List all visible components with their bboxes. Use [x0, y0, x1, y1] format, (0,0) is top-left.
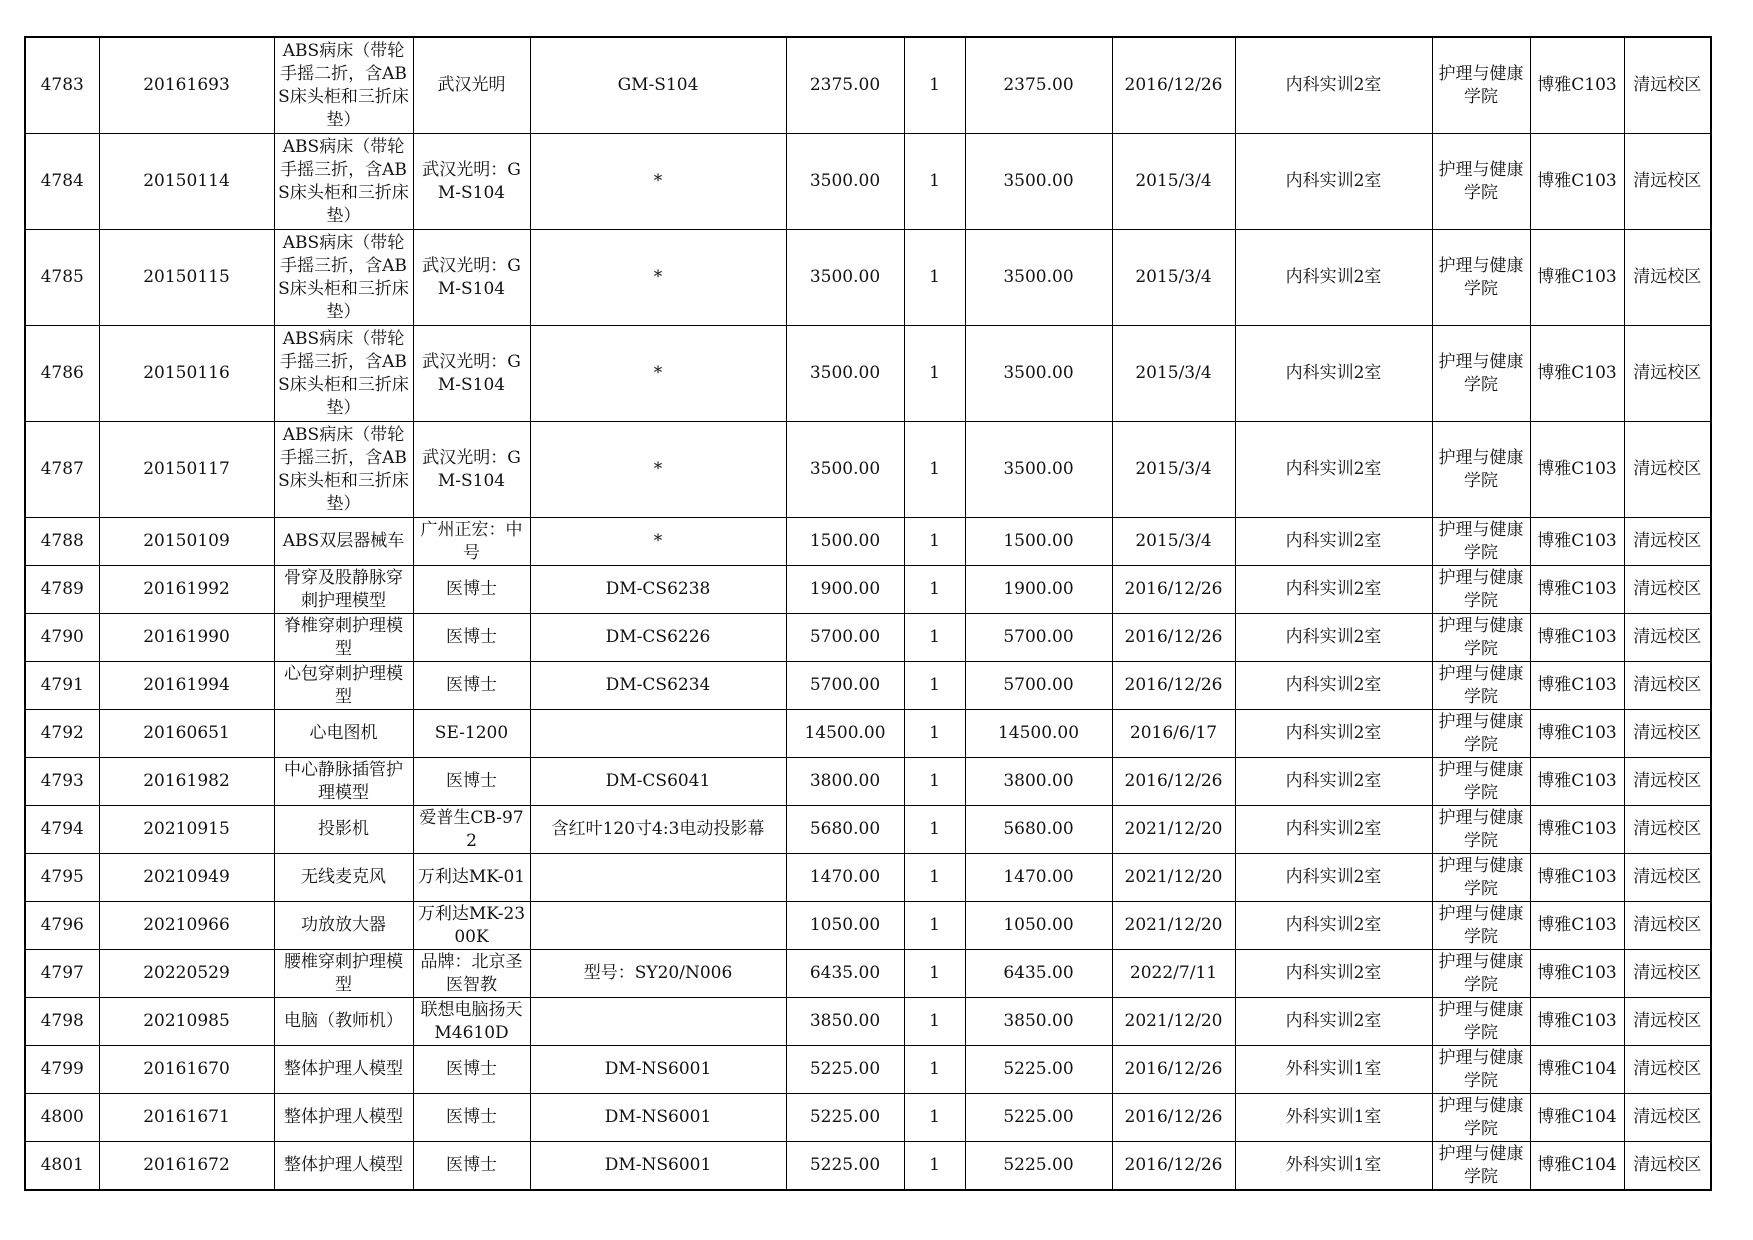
- amount-cell: 2375.00: [965, 37, 1112, 134]
- brand-model-cell: 联想电脑扬天M4610D: [413, 998, 530, 1046]
- spec-cell: [530, 998, 786, 1046]
- spec-cell: 型号：SY20/N006: [530, 950, 786, 998]
- spec-cell: DM-NS6001: [530, 1094, 786, 1142]
- spec-cell: DM-CS6234: [530, 662, 786, 710]
- brand-model-cell: 医博士: [413, 758, 530, 806]
- table-row: [25, 1046, 1711, 1094]
- location-cell: 博雅C103: [1530, 662, 1624, 710]
- table-body: [25, 37, 1711, 1190]
- department-cell: 护理与健康学院: [1432, 758, 1530, 806]
- campus-cell: 清远校区: [1624, 326, 1711, 422]
- serial-cell: 4784: [25, 134, 99, 230]
- table-row: [25, 1094, 1711, 1142]
- serial-cell: 4783: [25, 37, 99, 134]
- date-cell: 2021/12/20: [1112, 998, 1235, 1046]
- amount-cell: 3800.00: [965, 758, 1112, 806]
- amount-cell: 6435.00: [965, 950, 1112, 998]
- room-cell: 内科实训2室: [1235, 806, 1432, 854]
- name-cell: 整体护理人模型: [274, 1094, 413, 1142]
- table-row: [25, 998, 1711, 1046]
- room-cell: 内科实训2室: [1235, 518, 1432, 566]
- department-cell: 护理与健康学院: [1432, 998, 1530, 1046]
- brand-model-cell: 医博士: [413, 614, 530, 662]
- serial-cell: 4800: [25, 1094, 99, 1142]
- asset-id-cell: 20150117: [99, 422, 274, 518]
- brand-model-cell: 武汉光明：GM-S104: [413, 326, 530, 422]
- table-row: [25, 710, 1711, 758]
- table-row: [25, 854, 1711, 902]
- name-cell: 功放放大器: [274, 902, 413, 950]
- campus-cell: 清远校区: [1624, 758, 1711, 806]
- room-cell: 内科实训2室: [1235, 566, 1432, 614]
- campus-cell: 清远校区: [1624, 566, 1711, 614]
- spec-cell: DM-NS6001: [530, 1142, 786, 1191]
- unit-price-cell: 3500.00: [786, 134, 904, 230]
- campus-cell: 清远校区: [1624, 614, 1711, 662]
- date-cell: 2015/3/4: [1112, 134, 1235, 230]
- location-cell: 博雅C103: [1530, 854, 1624, 902]
- campus-cell: 清远校区: [1624, 902, 1711, 950]
- unit-price-cell: 6435.00: [786, 950, 904, 998]
- location-cell: 博雅C103: [1530, 950, 1624, 998]
- table-row: [25, 758, 1711, 806]
- spec-cell: [530, 854, 786, 902]
- unit-price-cell: 5225.00: [786, 1046, 904, 1094]
- unit-price-cell: 5225.00: [786, 1142, 904, 1191]
- unit-price-cell: 5700.00: [786, 662, 904, 710]
- campus-cell: 清远校区: [1624, 1046, 1711, 1094]
- brand-model-cell: 万利达MK-2300K: [413, 902, 530, 950]
- table-row: [25, 806, 1711, 854]
- campus-cell: 清远校区: [1624, 806, 1711, 854]
- spec-cell: GM-S104: [530, 37, 786, 134]
- serial-cell: 4787: [25, 422, 99, 518]
- department-cell: 护理与健康学院: [1432, 854, 1530, 902]
- location-cell: 博雅C103: [1530, 566, 1624, 614]
- asset-id-cell: 20161982: [99, 758, 274, 806]
- unit-price-cell: 1050.00: [786, 902, 904, 950]
- date-cell: 2015/3/4: [1112, 518, 1235, 566]
- room-cell: 内科实训2室: [1235, 326, 1432, 422]
- department-cell: 护理与健康学院: [1432, 37, 1530, 134]
- asset-id-cell: 20161672: [99, 1142, 274, 1191]
- qty-cell: 1: [904, 1142, 965, 1191]
- room-cell: 内科实训2室: [1235, 614, 1432, 662]
- spec-cell: 含红叶120寸4:3电动投影幕: [530, 806, 786, 854]
- amount-cell: 3500.00: [965, 326, 1112, 422]
- asset-id-cell: 20161990: [99, 614, 274, 662]
- unit-price-cell: 2375.00: [786, 37, 904, 134]
- serial-cell: 4793: [25, 758, 99, 806]
- asset-table: [24, 36, 1712, 1191]
- campus-cell: 清远校区: [1624, 134, 1711, 230]
- date-cell: 2016/12/26: [1112, 1142, 1235, 1191]
- date-cell: 2016/12/26: [1112, 566, 1235, 614]
- campus-cell: 清远校区: [1624, 710, 1711, 758]
- qty-cell: 1: [904, 710, 965, 758]
- department-cell: 护理与健康学院: [1432, 1046, 1530, 1094]
- location-cell: 博雅C104: [1530, 1142, 1624, 1191]
- department-cell: 护理与健康学院: [1432, 134, 1530, 230]
- date-cell: 2016/12/26: [1112, 758, 1235, 806]
- unit-price-cell: 3500.00: [786, 326, 904, 422]
- table-row: [25, 566, 1711, 614]
- location-cell: 博雅C104: [1530, 1094, 1624, 1142]
- qty-cell: 1: [904, 422, 965, 518]
- location-cell: 博雅C103: [1530, 902, 1624, 950]
- brand-model-cell: 武汉光明：GM-S104: [413, 134, 530, 230]
- department-cell: 护理与健康学院: [1432, 710, 1530, 758]
- serial-cell: 4794: [25, 806, 99, 854]
- table-row: [25, 614, 1711, 662]
- asset-id-cell: 20150114: [99, 134, 274, 230]
- campus-cell: 清远校区: [1624, 1094, 1711, 1142]
- spec-cell: DM-CS6238: [530, 566, 786, 614]
- spec-cell: *: [530, 230, 786, 326]
- serial-cell: 4796: [25, 902, 99, 950]
- campus-cell: 清远校区: [1624, 230, 1711, 326]
- brand-model-cell: SE-1200: [413, 710, 530, 758]
- amount-cell: 1050.00: [965, 902, 1112, 950]
- amount-cell: 3500.00: [965, 422, 1112, 518]
- room-cell: 内科实训2室: [1235, 37, 1432, 134]
- location-cell: 博雅C103: [1530, 758, 1624, 806]
- serial-cell: 4798: [25, 998, 99, 1046]
- date-cell: 2016/12/26: [1112, 1094, 1235, 1142]
- brand-model-cell: 医博士: [413, 1094, 530, 1142]
- qty-cell: 1: [904, 518, 965, 566]
- location-cell: 博雅C103: [1530, 998, 1624, 1046]
- amount-cell: 1500.00: [965, 518, 1112, 566]
- unit-price-cell: 3800.00: [786, 758, 904, 806]
- asset-id-cell: 20150109: [99, 518, 274, 566]
- name-cell: 整体护理人模型: [274, 1142, 413, 1191]
- department-cell: 护理与健康学院: [1432, 1142, 1530, 1191]
- amount-cell: 3500.00: [965, 134, 1112, 230]
- name-cell: 无线麦克风: [274, 854, 413, 902]
- department-cell: 护理与健康学院: [1432, 806, 1530, 854]
- amount-cell: 5700.00: [965, 614, 1112, 662]
- department-cell: 护理与健康学院: [1432, 950, 1530, 998]
- department-cell: 护理与健康学院: [1432, 614, 1530, 662]
- asset-id-cell: 20210915: [99, 806, 274, 854]
- spec-cell: DM-NS6001: [530, 1046, 786, 1094]
- location-cell: 博雅C103: [1530, 806, 1624, 854]
- amount-cell: 5700.00: [965, 662, 1112, 710]
- unit-price-cell: 1470.00: [786, 854, 904, 902]
- name-cell: ABS双层器械车: [274, 518, 413, 566]
- asset-id-cell: 20161693: [99, 37, 274, 134]
- room-cell: 内科实训2室: [1235, 902, 1432, 950]
- room-cell: 外科实训1室: [1235, 1046, 1432, 1094]
- name-cell: 投影机: [274, 806, 413, 854]
- amount-cell: 5225.00: [965, 1046, 1112, 1094]
- amount-cell: 1470.00: [965, 854, 1112, 902]
- qty-cell: 1: [904, 998, 965, 1046]
- table-row: [25, 1142, 1711, 1191]
- name-cell: ABS病床（带轮手摇三折，含ABS床头柜和三折床垫）: [274, 230, 413, 326]
- campus-cell: 清远校区: [1624, 37, 1711, 134]
- asset-id-cell: 20210966: [99, 902, 274, 950]
- spec-cell: [530, 902, 786, 950]
- location-cell: 博雅C104: [1530, 1046, 1624, 1094]
- date-cell: 2015/3/4: [1112, 230, 1235, 326]
- department-cell: 护理与健康学院: [1432, 230, 1530, 326]
- date-cell: 2022/7/11: [1112, 950, 1235, 998]
- asset-id-cell: 20161670: [99, 1046, 274, 1094]
- asset-id-cell: 20150116: [99, 326, 274, 422]
- spec-cell: DM-CS6041: [530, 758, 786, 806]
- asset-id-cell: 20160651: [99, 710, 274, 758]
- campus-cell: 清远校区: [1624, 854, 1711, 902]
- qty-cell: 1: [904, 758, 965, 806]
- department-cell: 护理与健康学院: [1432, 422, 1530, 518]
- brand-model-cell: 医博士: [413, 662, 530, 710]
- location-cell: 博雅C103: [1530, 326, 1624, 422]
- location-cell: 博雅C103: [1530, 134, 1624, 230]
- brand-model-cell: 万利达MK-01: [413, 854, 530, 902]
- campus-cell: 清远校区: [1624, 518, 1711, 566]
- campus-cell: 清远校区: [1624, 422, 1711, 518]
- department-cell: 护理与健康学院: [1432, 326, 1530, 422]
- name-cell: 整体护理人模型: [274, 1046, 413, 1094]
- serial-cell: 4795: [25, 854, 99, 902]
- name-cell: 骨穿及股静脉穿刺护理模型: [274, 566, 413, 614]
- serial-cell: 4799: [25, 1046, 99, 1094]
- serial-cell: 4801: [25, 1142, 99, 1191]
- qty-cell: 1: [904, 614, 965, 662]
- spec-cell: DM-CS6226: [530, 614, 786, 662]
- date-cell: 2021/12/20: [1112, 902, 1235, 950]
- qty-cell: 1: [904, 662, 965, 710]
- spec-cell: *: [530, 134, 786, 230]
- name-cell: 中心静脉插管护理模型: [274, 758, 413, 806]
- date-cell: 2016/12/26: [1112, 37, 1235, 134]
- name-cell: ABS病床（带轮手摇三折，含ABS床头柜和三折床垫）: [274, 134, 413, 230]
- date-cell: 2015/3/4: [1112, 422, 1235, 518]
- qty-cell: 1: [904, 230, 965, 326]
- table-row: [25, 902, 1711, 950]
- location-cell: 博雅C103: [1530, 518, 1624, 566]
- campus-cell: 清远校区: [1624, 950, 1711, 998]
- date-cell: 2016/6/17: [1112, 710, 1235, 758]
- serial-cell: 4790: [25, 614, 99, 662]
- table-row: [25, 134, 1711, 230]
- department-cell: 护理与健康学院: [1432, 1094, 1530, 1142]
- table-row: [25, 37, 1711, 134]
- location-cell: 博雅C103: [1530, 614, 1624, 662]
- amount-cell: 14500.00: [965, 710, 1112, 758]
- campus-cell: 清远校区: [1624, 1142, 1711, 1191]
- name-cell: 脊椎穿刺护理模型: [274, 614, 413, 662]
- amount-cell: 5225.00: [965, 1142, 1112, 1191]
- brand-model-cell: 爱普生CB-972: [413, 806, 530, 854]
- brand-model-cell: 广州正宏：中号: [413, 518, 530, 566]
- brand-model-cell: 品牌：北京圣医智教: [413, 950, 530, 998]
- unit-price-cell: 3500.00: [786, 422, 904, 518]
- brand-model-cell: 武汉光明: [413, 37, 530, 134]
- amount-cell: 3500.00: [965, 230, 1112, 326]
- asset-id-cell: 20161992: [99, 566, 274, 614]
- asset-id-cell: 20161994: [99, 662, 274, 710]
- qty-cell: 1: [904, 1046, 965, 1094]
- brand-model-cell: 武汉光明：GM-S104: [413, 422, 530, 518]
- room-cell: 内科实训2室: [1235, 950, 1432, 998]
- table-row: [25, 950, 1711, 998]
- asset-id-cell: 20210949: [99, 854, 274, 902]
- qty-cell: 1: [904, 134, 965, 230]
- room-cell: 内科实训2室: [1235, 134, 1432, 230]
- date-cell: 2016/12/26: [1112, 1046, 1235, 1094]
- name-cell: 心包穿刺护理模型: [274, 662, 413, 710]
- asset-id-cell: 20150115: [99, 230, 274, 326]
- brand-model-cell: 医博士: [413, 1046, 530, 1094]
- room-cell: 内科实训2室: [1235, 662, 1432, 710]
- location-cell: 博雅C103: [1530, 37, 1624, 134]
- serial-cell: 4797: [25, 950, 99, 998]
- asset-id-cell: 20210985: [99, 998, 274, 1046]
- date-cell: 2021/12/20: [1112, 854, 1235, 902]
- spec-cell: *: [530, 518, 786, 566]
- qty-cell: 1: [904, 37, 965, 134]
- qty-cell: 1: [904, 950, 965, 998]
- name-cell: 腰椎穿刺护理模型: [274, 950, 413, 998]
- table-row: [25, 662, 1711, 710]
- department-cell: 护理与健康学院: [1432, 518, 1530, 566]
- asset-id-cell: 20161671: [99, 1094, 274, 1142]
- name-cell: 电脑（教师机）: [274, 998, 413, 1046]
- location-cell: 博雅C103: [1530, 230, 1624, 326]
- unit-price-cell: 5700.00: [786, 614, 904, 662]
- department-cell: 护理与健康学院: [1432, 902, 1530, 950]
- campus-cell: 清远校区: [1624, 662, 1711, 710]
- date-cell: 2016/12/26: [1112, 614, 1235, 662]
- room-cell: 内科实训2室: [1235, 230, 1432, 326]
- serial-cell: 4786: [25, 326, 99, 422]
- brand-model-cell: 武汉光明：GM-S104: [413, 230, 530, 326]
- date-cell: 2021/12/20: [1112, 806, 1235, 854]
- table-row: [25, 230, 1711, 326]
- qty-cell: 1: [904, 1094, 965, 1142]
- room-cell: 内科实训2室: [1235, 854, 1432, 902]
- location-cell: 博雅C103: [1530, 710, 1624, 758]
- campus-cell: 清远校区: [1624, 998, 1711, 1046]
- unit-price-cell: 3500.00: [786, 230, 904, 326]
- qty-cell: 1: [904, 326, 965, 422]
- spec-cell: [530, 710, 786, 758]
- unit-price-cell: 14500.00: [786, 710, 904, 758]
- date-cell: 2015/3/4: [1112, 326, 1235, 422]
- amount-cell: 5680.00: [965, 806, 1112, 854]
- table-row: [25, 422, 1711, 518]
- unit-price-cell: 1500.00: [786, 518, 904, 566]
- amount-cell: 1900.00: [965, 566, 1112, 614]
- location-cell: 博雅C103: [1530, 422, 1624, 518]
- qty-cell: 1: [904, 902, 965, 950]
- room-cell: 内科实训2室: [1235, 758, 1432, 806]
- serial-cell: 4789: [25, 566, 99, 614]
- department-cell: 护理与健康学院: [1432, 566, 1530, 614]
- brand-model-cell: 医博士: [413, 566, 530, 614]
- room-cell: 外科实训1室: [1235, 1094, 1432, 1142]
- qty-cell: 1: [904, 566, 965, 614]
- unit-price-cell: 5680.00: [786, 806, 904, 854]
- room-cell: 外科实训1室: [1235, 1142, 1432, 1191]
- name-cell: ABS病床（带轮手摇三折，含ABS床头柜和三折床垫）: [274, 422, 413, 518]
- table-row: [25, 326, 1711, 422]
- brand-model-cell: 医博士: [413, 1142, 530, 1191]
- table-row: [25, 518, 1711, 566]
- spec-cell: *: [530, 326, 786, 422]
- amount-cell: 3850.00: [965, 998, 1112, 1046]
- unit-price-cell: 3850.00: [786, 998, 904, 1046]
- unit-price-cell: 5225.00: [786, 1094, 904, 1142]
- department-cell: 护理与健康学院: [1432, 662, 1530, 710]
- spec-cell: *: [530, 422, 786, 518]
- qty-cell: 1: [904, 854, 965, 902]
- serial-cell: 4785: [25, 230, 99, 326]
- room-cell: 内科实训2室: [1235, 710, 1432, 758]
- qty-cell: 1: [904, 806, 965, 854]
- name-cell: ABS病床（带轮手摇二折，含ABS床头柜和三折床垫）: [274, 37, 413, 134]
- asset-id-cell: 20220529: [99, 950, 274, 998]
- name-cell: 心电图机: [274, 710, 413, 758]
- amount-cell: 5225.00: [965, 1094, 1112, 1142]
- date-cell: 2016/12/26: [1112, 662, 1235, 710]
- room-cell: 内科实训2室: [1235, 998, 1432, 1046]
- serial-cell: 4791: [25, 662, 99, 710]
- serial-cell: 4792: [25, 710, 99, 758]
- room-cell: 内科实训2室: [1235, 422, 1432, 518]
- unit-price-cell: 1900.00: [786, 566, 904, 614]
- serial-cell: 4788: [25, 518, 99, 566]
- name-cell: ABS病床（带轮手摇三折，含ABS床头柜和三折床垫）: [274, 326, 413, 422]
